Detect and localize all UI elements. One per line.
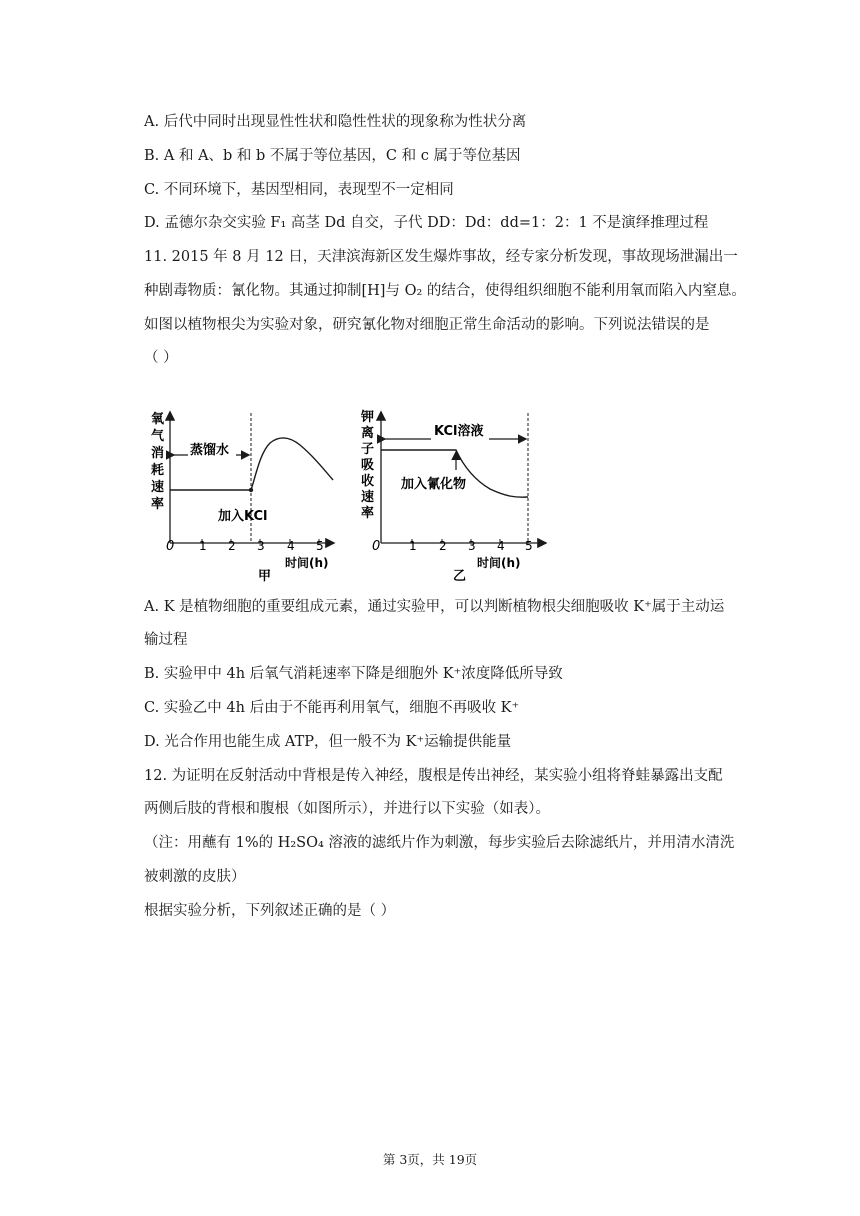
x-tick-label: 4 xyxy=(287,539,295,553)
ylabel-char: 率 xyxy=(361,506,375,521)
question-11-answer-bracket: （ ） xyxy=(144,350,178,366)
x-axis-label: 时间(h) xyxy=(477,556,521,570)
option-11a-line-1: A. K 是植物细胞的重要组成元素，通过实验甲，可以判断植物根尖细胞吸收 K⁺属于主动运 xyxy=(144,599,725,615)
x-tick-label: 5 xyxy=(525,539,533,553)
origin-label: 0 xyxy=(166,539,175,554)
kcl-point xyxy=(249,488,253,492)
option-10b: B. A 和 A、b 和 b 不属于等位基因，C 和 c 属于等位基因 xyxy=(144,148,521,164)
option-11b: B. 实验甲中 4h 后氧气消耗速率下降是细胞外 K⁺浓度降低所导致 xyxy=(144,666,563,682)
question-11-line-3: 如图以植物根尖为实验对象，研究氰化物对细胞正常生命活动的影响。下列说法错误的是 xyxy=(144,317,710,333)
figure-caption: 乙 xyxy=(453,569,467,584)
kcl-label: 加入KCl xyxy=(218,509,268,524)
ylabel-char: 吸 xyxy=(361,458,375,473)
x-tick-label: 1 xyxy=(409,539,417,553)
x-tick-label: 2 xyxy=(439,539,447,553)
origin-label: 0 xyxy=(372,539,381,554)
question-12-note-line-2: 被刺激的皮肤） xyxy=(144,869,246,885)
x-tick-label: 3 xyxy=(468,539,476,553)
ylabel-char: 率 xyxy=(151,497,165,512)
question-12-prompt: 根据实验分析，下列叙述正确的是（ ） xyxy=(144,903,396,919)
y-axis-label xyxy=(151,411,169,512)
figure-caption: 甲 xyxy=(258,569,272,584)
question-12-note-line-1: （注：用蘸有 1%的 H₂SO₄ 溶液的滤纸片作为刺激，每步实验后去除滤纸片，并用清水清洗 xyxy=(144,835,735,851)
x-tick-label: 2 xyxy=(228,539,236,553)
figure-jia xyxy=(140,405,340,590)
ylabel-char: 子 xyxy=(361,442,375,457)
x-tick-label: 1 xyxy=(199,539,207,553)
ylabel-char: 钾 xyxy=(361,410,375,425)
option-11c: C. 实验乙中 4h 后由于不能再利用氧气，细胞不再吸收 K⁺ xyxy=(144,700,520,716)
option-10c: C. 不同环境下，基因型相同，表现型不一定相同 xyxy=(144,182,454,198)
ylabel-char: 气 xyxy=(151,429,165,444)
question-12-line-1: 12. 为证明在反射活动中背根是传入神经，腹根是传出神经，某实验小组将脊蛙暴露出支配 xyxy=(144,768,723,784)
y-axis-label xyxy=(360,409,379,521)
ylabel-char: 消 xyxy=(151,446,165,461)
question-11-line-1: 11. 2015 年 8 月 12 日，天津滨海新区发生爆炸事故，经专家分析发现，事故现场泄漏出一 xyxy=(144,249,738,265)
option-11d: D. 光合作用也能生成 ATP，但一般不为 K⁺运输提供能量 xyxy=(144,734,512,750)
option-10d: D. 孟德尔杂交实验 F₁ 高茎 Dd 自交，子代 DD：Dd：dd=1：2：1 不是演绎推理过程 xyxy=(144,215,709,231)
ylabel-char: 离 xyxy=(361,426,375,441)
option-10a: A. 后代中同时出现显性性状和隐性性状的现象称为性状分离 xyxy=(144,114,527,130)
x-tick-label: 4 xyxy=(497,539,505,553)
option-11a-line-2: 输过程 xyxy=(144,632,188,648)
x-axis-label: 时间(h) xyxy=(285,556,329,570)
figure-yi xyxy=(355,405,555,590)
ylabel-char: 速 xyxy=(151,480,165,495)
ylabel-char: 氧 xyxy=(151,412,165,427)
ylabel-char: 耗 xyxy=(151,463,165,478)
page-footer: 第 3页，共 19页 xyxy=(382,1152,478,1167)
water-label: 蒸馏水 xyxy=(190,443,230,458)
cyanide-label: 加入氰化物 xyxy=(401,477,467,492)
question-11-line-2: 种剧毒物质：氰化物。其通过抑制[H]与 O₂ 的结合，使得组织细胞不能利用氧而陷入内窒息。 xyxy=(144,283,746,299)
ylabel-char: 收 xyxy=(361,474,375,489)
kcl-solution-label: KCl溶液 xyxy=(434,424,484,439)
x-tick-label: 3 xyxy=(257,539,265,553)
x-tick-label: 5 xyxy=(316,539,324,553)
question-12-line-2: 两侧后肢的背根和腹根（如图所示），并进行以下实验（如表）。 xyxy=(144,801,550,817)
ylabel-char: 速 xyxy=(361,490,375,505)
